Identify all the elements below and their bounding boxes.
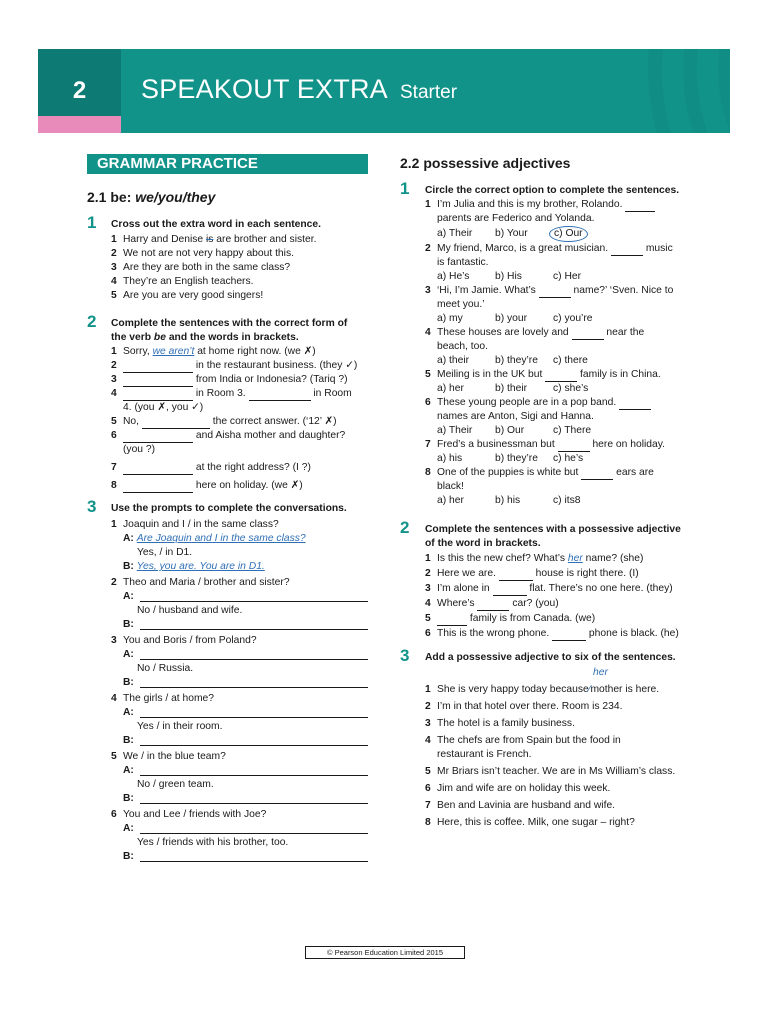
option-b[interactable]: b) they’re: [495, 355, 538, 366]
list-item: 6 These young people are in a pop band. names are Anton, Sigi and Hanna. a) Their b) Our c) There: [425, 396, 725, 438]
list-item: 4 These houses are lovely and near the beach, too. a) their b) they’re c) there: [425, 327, 645, 366]
option-b[interactable]: b) Your: [495, 228, 528, 239]
copyright-footer: © Pearson Education Limited 2015: [305, 946, 465, 959]
list-item: 1 Is this the new chef? What’s her name? (she): [425, 553, 644, 564]
exercise-instruction: Add a possessive adjective to six of the sentences.: [425, 652, 676, 663]
answer-line[interactable]: [140, 676, 368, 688]
list-item: 5 Meiling is in the UK but family is in China. a) her b) their c) she’s: [425, 369, 661, 394]
answer-blank[interactable]: [123, 389, 193, 401]
list-item: 3 Are they are both in the same class?: [111, 262, 291, 273]
answer-line[interactable]: [140, 764, 368, 776]
list-item: 2 We not are not very happy about this.: [111, 248, 294, 259]
answer-blank[interactable]: [142, 417, 210, 429]
page-title: SPEAKOUT EXTRA: [141, 74, 388, 104]
exercise-instruction: Complete the sentences with a possessive adjective of the word in brackets.: [425, 524, 681, 549]
r-exercise-2-items: [425, 552, 725, 641]
list-item: 2 Here we are. house is right there. (I): [425, 568, 639, 579]
section-title-2-1: [87, 189, 215, 205]
section-title-2-2: 2.2 possessive adjectives: [400, 155, 571, 171]
list-item: 1 Harry and Denise is are brother and sister.: [111, 234, 317, 245]
option-c-circled[interactable]: c) Our: [549, 226, 588, 242]
list-item: 3 I’m alone in flat. There’s no one here. (they): [425, 583, 673, 594]
answer-blank[interactable]: [558, 440, 590, 452]
list-item: 7 Ben and Lavinia are husband and wife.: [425, 800, 616, 811]
list-item: 6 This is the wrong phone. phone is black. (he): [425, 628, 679, 639]
answer-line[interactable]: [140, 648, 368, 660]
list-item: 5 Mr Briars isn’t teacher. We are in Ms William’s class.: [425, 766, 676, 777]
r-exercise-3-items: 1 She is very happy today because⁄mother is here. 2 I’m in that hotel over there. Room is 234. 3 The hotel is a family business. 4 The chefs are from Spain but the food in restaurant is French. 5 Mr Briars isn’t teacher. We are in Ms William’s class. 6 Jim and wife are on holiday this week. 7 Ben and Lavinia are husband and wife. 8 Here, this is coffee. Milk, one sugar – right?: [425, 683, 725, 830]
answer-blank[interactable]: [581, 468, 613, 480]
answer-blank[interactable]: [477, 599, 509, 611]
level-label: Starter: [400, 82, 458, 103]
example-answer: Are Joaquin and I in the same class?: [136, 533, 306, 544]
option-a[interactable]: a) Their: [437, 228, 473, 239]
insertion-caret-icon: ⁄: [588, 684, 591, 695]
answer-blank[interactable]: [437, 614, 467, 626]
r-exercise-1-items: [425, 198, 725, 508]
option-b[interactable]: b) their: [495, 383, 528, 394]
option-a[interactable]: a) her: [437, 495, 464, 506]
option-b[interactable]: b) your: [495, 313, 528, 324]
list-item: 6 Jim and wife are on holiday this week.: [425, 783, 611, 794]
option-c[interactable]: c) its8: [553, 495, 581, 506]
list-item: 7 Fred’s a businessman but here on holiday. a) his b) they’re c) he’s: [425, 439, 665, 464]
conversation-item: 4 The girls / at home? A: Yes / in their room. B:: [111, 692, 368, 748]
answer-blank[interactable]: [123, 481, 193, 493]
answer-line[interactable]: [140, 706, 368, 718]
list-item: 4 Where’s car? (you): [425, 598, 559, 609]
option-c[interactable]: c) there: [553, 355, 588, 366]
list-item: 2 in the restaurant business. (they ✓): [111, 360, 358, 371]
list-item: 1 I’m Julia and this is my brother, Rolando. parents are Federico and Yolanda. a) Their b) Your c) Our: [425, 198, 725, 242]
option-a[interactable]: a) their: [437, 355, 470, 366]
list-item: 8 One of the puppies is white but ears are black! a) her b) his c) its8: [425, 467, 654, 506]
option-b[interactable]: b) they’re: [495, 453, 538, 464]
option-a[interactable]: a) his: [437, 453, 463, 464]
answer-line[interactable]: [140, 734, 368, 746]
unit-accent-strip: [38, 116, 121, 133]
list-item: 1 She is very happy today because⁄mother is here.: [425, 684, 660, 695]
example-answer: we aren’t: [152, 346, 195, 357]
exercise-instruction: Cross out the extra word in each sentence.: [111, 219, 322, 230]
list-item: 3 from India or Indonesia? (Tariq ?): [111, 374, 348, 385]
list-item: 8 Here, this is coffee. Milk, one sugar – right?: [425, 817, 635, 828]
option-b[interactable]: b) his: [495, 495, 521, 506]
decorative-rings-graphic: [330, 49, 730, 133]
option-b[interactable]: b) His: [495, 271, 522, 282]
list-item: 1 Sorry, we aren’t at home right now. (we ✗): [111, 346, 316, 357]
list-item: 4 They’re an English teachers.: [111, 276, 254, 287]
inserted-word-annotation: her: [593, 667, 608, 678]
answer-line[interactable]: [140, 822, 368, 834]
option-a[interactable]: a) He’s: [437, 271, 470, 282]
exercise-number: 1: [87, 213, 97, 232]
answer-blank[interactable]: [249, 389, 311, 401]
list-item: 1 Joaquin and I / in the same class?: [111, 519, 279, 530]
answer-blank[interactable]: [611, 244, 643, 256]
grammar-practice-banner: GRAMMAR PRACTICE: [87, 154, 368, 174]
section-title-italic: we/you/they: [135, 189, 216, 205]
answer-line[interactable]: [140, 618, 368, 630]
answer-blank[interactable]: [545, 370, 577, 382]
answer-blank[interactable]: [493, 584, 527, 596]
unit-number: 2: [38, 49, 121, 116]
option-a[interactable]: a) her: [437, 383, 464, 394]
exercise-1-items: [111, 233, 316, 303]
exercise-instruction: Use the prompts to complete the conversations.: [111, 503, 347, 514]
list-item: 2 I’m in that hotel over there. Room is 234.: [425, 701, 623, 712]
exercise-number: 2: [87, 312, 97, 331]
list-item: 4 in Room 3. in Room: [111, 388, 352, 399]
conversation-item: 3 You and Boris / from Poland? A: No / Russia. B:: [111, 634, 368, 690]
exercise-number: 3: [400, 646, 410, 665]
answer-blank[interactable]: [625, 200, 655, 212]
option-c[interactable]: c) he’s: [553, 453, 584, 464]
exercise-3-items: 1 Joaquin and I / in the same class? A: Are Joaquin and I in the same class? Yes, / in D1. B: Yes, you are. You are in D1. 2 Theo and Maria / brother and sister? A: No / husband and wife. B: 3 You and Boris / from Poland? A: No / Russia. B: 4 The girls / at home? A: Yes / in their room. B: 5 We / in the blue team? A: No / green team. B: 6 You and Lee / friends with Joe? A: Yes / friends with his brother, too. B:: [111, 518, 368, 864]
exercise-instruction: Complete the sentences with the correct form of the verb be and the words in brackets.: [111, 318, 348, 343]
option-b[interactable]: b) Our: [495, 425, 525, 436]
answer-blank[interactable]: [552, 629, 586, 641]
answer-blank[interactable]: [123, 361, 193, 373]
conversation-item: 2 Theo and Maria / brother and sister? A: No / husband and wife. B:: [111, 576, 368, 632]
answer-blank[interactable]: [499, 569, 533, 581]
conversation-item: 6 You and Lee / friends with Joe? A: Yes / friends with his brother, too. B:: [111, 808, 368, 864]
example-answer: Yes, you are. You are in D1.: [136, 561, 265, 572]
answer-blank[interactable]: [572, 328, 604, 340]
section-title-text: 2.1 be:: [87, 189, 136, 205]
option-c[interactable]: c) There: [553, 425, 592, 436]
conversation-item: 5 We / in the blue team? A: No / green team. B:: [111, 750, 368, 806]
option-a[interactable]: a) Their: [437, 425, 473, 436]
exercise-2-items: 1 Sorry, we aren’t at home right now. (we ✗) 2 in the restaurant business. (they ✓) 3 from India or Indonesia? (Tariq ?) 4 in Room 3. in Room 4. (you ✗, you ✓) 5 No, the correct answer. (‘12’ ✗) 6 and Aisha mother and daughter? (you ?) 7 at the right address? (I ?) 8 here on holiday. (we ✗): [111, 345, 369, 493]
list-item: 3 The hotel is a family business.: [425, 718, 575, 729]
option-c[interactable]: c) Her: [553, 271, 582, 282]
list-item: 6 and Aisha mother and daughter?: [111, 430, 346, 441]
exercise-instruction: Circle the correct option to complete the sentences.: [425, 185, 680, 196]
answer-blank[interactable]: [539, 286, 571, 298]
list-item: 5 family is from Canada. (we): [425, 613, 596, 624]
list-item: 8 here on holiday. (we ✗): [111, 480, 303, 491]
answer-line[interactable]: [140, 850, 368, 862]
option-a[interactable]: a) my: [437, 313, 463, 324]
answer-blank[interactable]: [123, 375, 193, 387]
list-item: 5 Are you are very good singers!: [111, 290, 264, 301]
answer-blank[interactable]: [123, 463, 193, 475]
exercise-number: 2: [400, 518, 410, 537]
crossed-out-word: is: [205, 234, 214, 245]
answer-blank[interactable]: [619, 398, 651, 410]
list-item: 4 The chefs are from Spain but the food in: [425, 735, 621, 746]
list-item: 2 My friend, Marco, is a great musician. music is fantastic. a) He’s b) His c) Her: [425, 243, 673, 282]
option-c[interactable]: c) you’re: [553, 313, 593, 324]
exercise-number: 1: [400, 179, 410, 198]
list-item: 5 No, the correct answer. (‘12’ ✗): [111, 416, 337, 427]
answer-line[interactable]: [140, 590, 368, 602]
example-answer: her: [567, 553, 583, 564]
answer-line[interactable]: [140, 792, 368, 804]
list-item: 7 at the right address? (I ?): [111, 462, 311, 473]
answer-blank[interactable]: [123, 431, 193, 443]
option-c[interactable]: c) she’s: [553, 383, 589, 394]
list-item: 3 ‘Hi, I’m Jamie. What’s name?’ ‘Sven. Nice to meet you.’ a) my b) your c) you’re: [425, 285, 674, 324]
exercise-number: 3: [87, 497, 97, 516]
